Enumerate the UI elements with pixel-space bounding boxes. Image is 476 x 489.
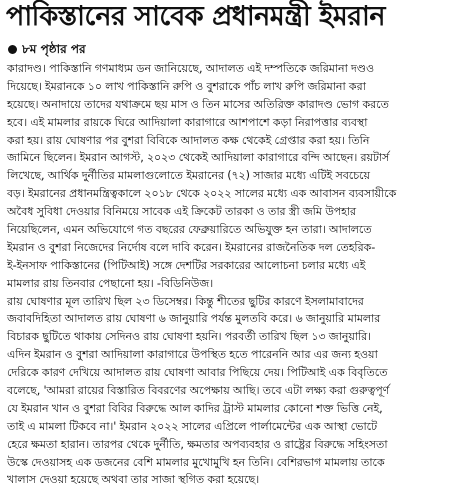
body-line: তাই এ মামলা টিকবে না।' ইমরান ২০২২ সালের এপ্রিলে পার্লামেন্টের এক আস্থা ভোটে [7, 419, 377, 433]
bullet-icon [8, 45, 17, 54]
article-body [7, 60, 469, 487]
body-line: লিখেছে, আর্থিক দুর্নীতির মামলাগুলোতে ইমরানের (৭২) সাজার মধ্যে এটিই সবচেয়ে [7, 169, 370, 183]
body-line: রায় ঘোষণার মূল তারিখ ছিল ২৩ ডিসেম্বর। কিন্তু শীতের ছুটির কারণে ইসলামাবাদের [7, 294, 364, 308]
body-line: ই-ইনসাফ পাকিস্তানের (পিটিআই) সঙ্গে দেশটির সরকারের আলোচনা চলার মধ্যে এই [7, 258, 366, 272]
body-line: কারাদণ্ড। পাকিস্তানি গণমাধ্যম ডন জানিয়েছে, আদালত এই দম্পতিকে জরিমানা দণ্ডও [7, 62, 375, 75]
body-line: নিয়েছিলেন, এমন অভিযোগে গত বছরের ফেব্রুয়ারিতে অভিযুক্ত হন তারা। আদালতে [7, 223, 372, 237]
body-line: করা হয়। রায় ঘোষণার পর বুশরা বিবিকে আদালত কক্ষ থেকেই গ্রেপ্তার করা হয়। তিনি [7, 133, 370, 147]
body-line: খালাস দেওয়া হয়েছে অথবা তার সাজা স্থগিত করা হয়েছে। [7, 473, 260, 487]
body-line: যে ইমরান খান ও বুশরা বিবির বিরুদ্ধে আল কাদির ট্রাস্ট মামলার কোনো শক্ত ভিত্তি নেই, [7, 401, 383, 415]
body-line: বড়। ইমরানের প্রধানমন্ত্রিত্বকালে ২০১৮ থেকে ২০২২ সালের মধ্যে এক আবাসন ব্যবসায়ীকে [7, 187, 397, 201]
body-line: মামলার রায় তিনবার পেছানো হয়। -বিডিনিউজ। [7, 276, 214, 290]
body-line: দিয়েছে। ইমরানকে ১০ লাখ পাকিস্তানি রুপি ও বুশরাকে পাঁচ লাখ রুপি জরিমানা করা [7, 79, 366, 93]
headline: পাকিস্তানের সাবেক প্রধানমন্ত্রী ইমরান [6, 1, 385, 32]
body-line: দেরিকে কারণ দেখিয়ে আদালত রায় ঘোষণা আবার পিছিয়ে দেয়। পিটিআই এক বিবৃতিতে [7, 366, 388, 380]
body-line: বলেছে, 'আমরা রায়ের বিস্তারিত বিবরণের অপেক্ষায় আছি। তবে এটা লক্ষ্য করা গুরুত্বপূর্ণ [7, 384, 390, 398]
body-line: বিচারক ছুটিতে থাকায় সেদিনও রায় ঘোষণা হয়নি। পরবর্তী তারিখ ছিল ১৩ জানুয়ারি। [7, 330, 371, 344]
continuation-text: ৮ম পৃষ্ঠার পর [22, 42, 86, 56]
body-line: জামিনে ছিলেন। ইমরান আগস্ট, ২০২৩ থেকেই আদিয়ালা কারাগারে বন্দি আছেন। রয়টার্স [7, 151, 390, 165]
body-line: হেরে ক্ষমতা হারান। তারপর থেকে দুর্নীতি, ক্ষমতার অপব্যবহার ও রাষ্ট্রের বিরুদ্ধে সহিংসতা [7, 437, 388, 451]
continuation-note [8, 40, 86, 58]
body-line: এদিন ইমরান ও বুশরা আদিয়ালা কারাগারে উপস্থিত হতে পারেননি আর এর জন্য হওয়া [7, 348, 378, 362]
body-line: অবৈধ সুবিধা দেওয়ার বিনিময়ে সাবেক এই ক্রিকেট তারকা ও তার স্ত্রী জমি উপহার [7, 205, 357, 219]
body-line: ইমরান ও বুশরা নিজেদের নির্দোষ বলে দাবি করেন। ইমরানের রাজনৈতিক দল তেহরিক- [7, 240, 376, 254]
body-line: জবাবদিহিতা আদালত রায় ঘোষণা ৬ জানুয়ারি পর্যন্ত মুলতবি করে। ৬ জানুয়ারি মামলার [7, 312, 381, 326]
body-line: হয়েছে। অনাদায়ে তাদের যথাক্রমে ছয় মাস ও তিন মাসের অতিরিক্ত কারাদণ্ড ভোগ করতে [7, 97, 389, 111]
body-line: হবে। এই মামলার রায়কে ঘিরে আদিয়ালা কারাগারে আশপাশে কড়া নিরাপত্তার ব্যবস্থা [7, 115, 368, 129]
body-line: উস্কে দেওয়াসহ এক ডজনের বেশি মামলার মুখোমুখি হন তিনি। বেশিরভাগ মামলায় তাকে [7, 455, 385, 469]
